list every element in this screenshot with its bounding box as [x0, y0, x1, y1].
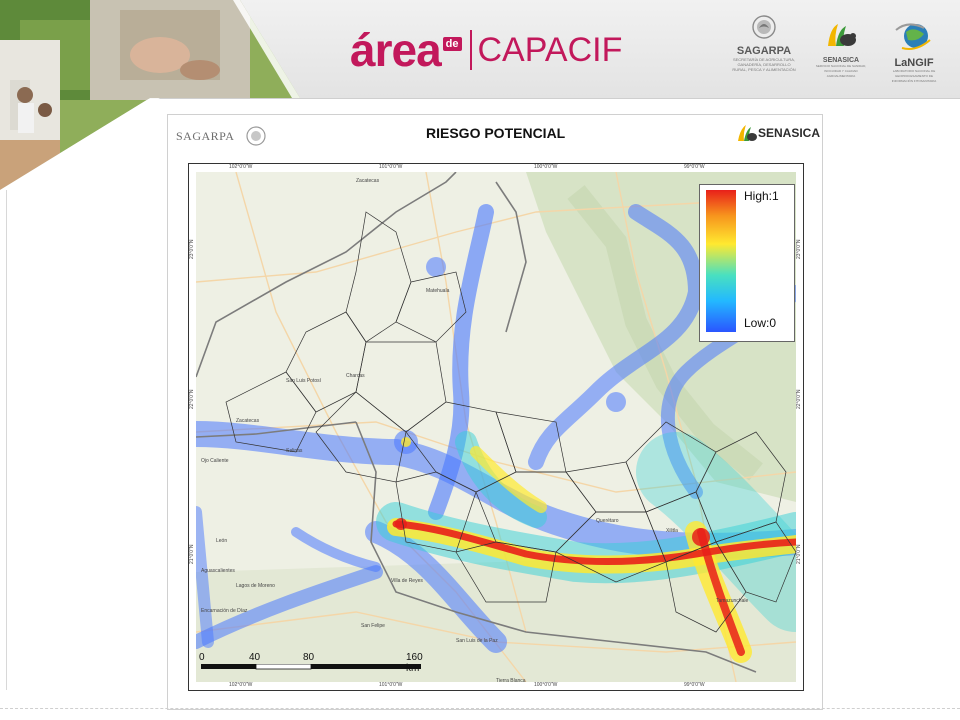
langif-logo: [884, 22, 944, 84]
tick-left: 22°0'0"N: [189, 389, 195, 409]
scale-label: 80: [303, 652, 315, 663]
tick-bottom: 99°0'0"W: [684, 682, 705, 688]
place-label: Aguascalientes: [201, 568, 235, 574]
senasica-emblem-icon: [824, 20, 858, 52]
place-label: Querétaro: [596, 518, 619, 524]
tick-right: 23°0'0"N: [796, 239, 802, 259]
legend-high-label: High:1: [744, 189, 779, 203]
brand-de-text: de: [443, 37, 462, 51]
place-label: Matehuala: [426, 288, 450, 294]
place-label: San Felipe: [361, 623, 385, 629]
tick-left: 23°0'0"N: [189, 239, 195, 259]
brand-area-text: área: [350, 24, 441, 76]
legend-low-label: Low:0: [744, 316, 777, 330]
brand-capacif-text: CAPACIF: [477, 31, 623, 69]
risk-legend: [699, 184, 795, 342]
place-label: León: [216, 538, 228, 544]
risk-map[interactable]: [188, 163, 804, 691]
header-banner: [0, 0, 960, 99]
place-label: San Luis de la Paz: [456, 638, 498, 644]
tick-right: 22°0'0"N: [796, 389, 802, 409]
place-label: Ojo Caliente: [201, 458, 229, 464]
tick-bottom: 101°0'0"W: [379, 682, 403, 688]
map-senasica-logo: [736, 123, 820, 143]
place-label: Charcas: [346, 373, 365, 379]
place-label: Tamazunchale: [716, 598, 749, 604]
tick-top: 99°0'0"W: [684, 164, 705, 170]
senasica-subtitle: SERVICIO NACIONAL DE SANIDAD, INOCUIDAD Y CALIDAD AGROALIMENTARIA: [815, 64, 867, 78]
tick-right: 21°0'0"N: [796, 544, 802, 564]
place-label: Zacatecas: [356, 178, 380, 184]
map-sagarpa-name: SAGARPA: [176, 129, 235, 144]
map-senasica-emblem-icon: [736, 123, 758, 143]
sagarpa-name: SAGARPA: [736, 45, 792, 57]
area-de-capacif-logo: [350, 26, 622, 74]
scale-label: 0: [199, 652, 205, 663]
langif-name: LaNGIF: [894, 57, 934, 69]
tick-bottom: 100°0'0"W: [534, 682, 558, 688]
sagarpa-logo: [730, 14, 798, 72]
place-label: Villa de Reyes: [391, 578, 423, 584]
place-label: Tierra Blanca: [496, 678, 526, 682]
map-sagarpa-logo: [176, 125, 267, 147]
place-label: Salinas: [286, 448, 303, 454]
place-label: San Luis Potosí: [286, 378, 322, 384]
map-senasica-name: SENASICA: [758, 126, 821, 140]
tick-top: 102°0'0"W: [229, 164, 253, 170]
sagarpa-subtitle: SECRETARÍA DE AGRICULTURA, GANADERÍA, DESARROLLO RURAL, PESCA Y ALIMENTACIÓN: [732, 57, 796, 72]
legend-color-ramp: [706, 190, 736, 332]
map-figure: [167, 114, 823, 710]
place-label: Zacatecas: [236, 418, 260, 424]
scale-bar-graphic: [201, 664, 441, 688]
tick-top: 100°0'0"W: [534, 164, 558, 170]
scale-label: 40: [249, 652, 261, 663]
langif-globe-icon: [894, 22, 934, 52]
senasica-logo: [815, 20, 867, 79]
mexico-eagle-seal-icon: [751, 14, 777, 40]
left-divider: [6, 190, 7, 690]
tick-bottom: 102°0'0"W: [229, 682, 253, 688]
tick-top: 101°0'0"W: [379, 164, 403, 170]
map-title: RIESGO POTENCIAL: [426, 125, 566, 141]
map-mexico-seal-icon: [245, 125, 267, 147]
place-label: Encarnación de Díaz: [201, 608, 248, 614]
place-label: Lagos de Moreno: [236, 583, 275, 589]
senasica-name: SENASICA: [822, 57, 860, 64]
place-label: Xilitla: [666, 528, 678, 534]
scale-label: 160 km: [406, 652, 423, 674]
tick-left: 21°0'0"N: [189, 544, 195, 564]
footer-divider: [0, 708, 960, 709]
brand-separator: [470, 30, 472, 70]
langif-subtitle: LABORATORIO NACIONAL DE GEOPROCESAMIENTO DE INFORMACIÓN FITOSANITARIA: [891, 69, 937, 83]
